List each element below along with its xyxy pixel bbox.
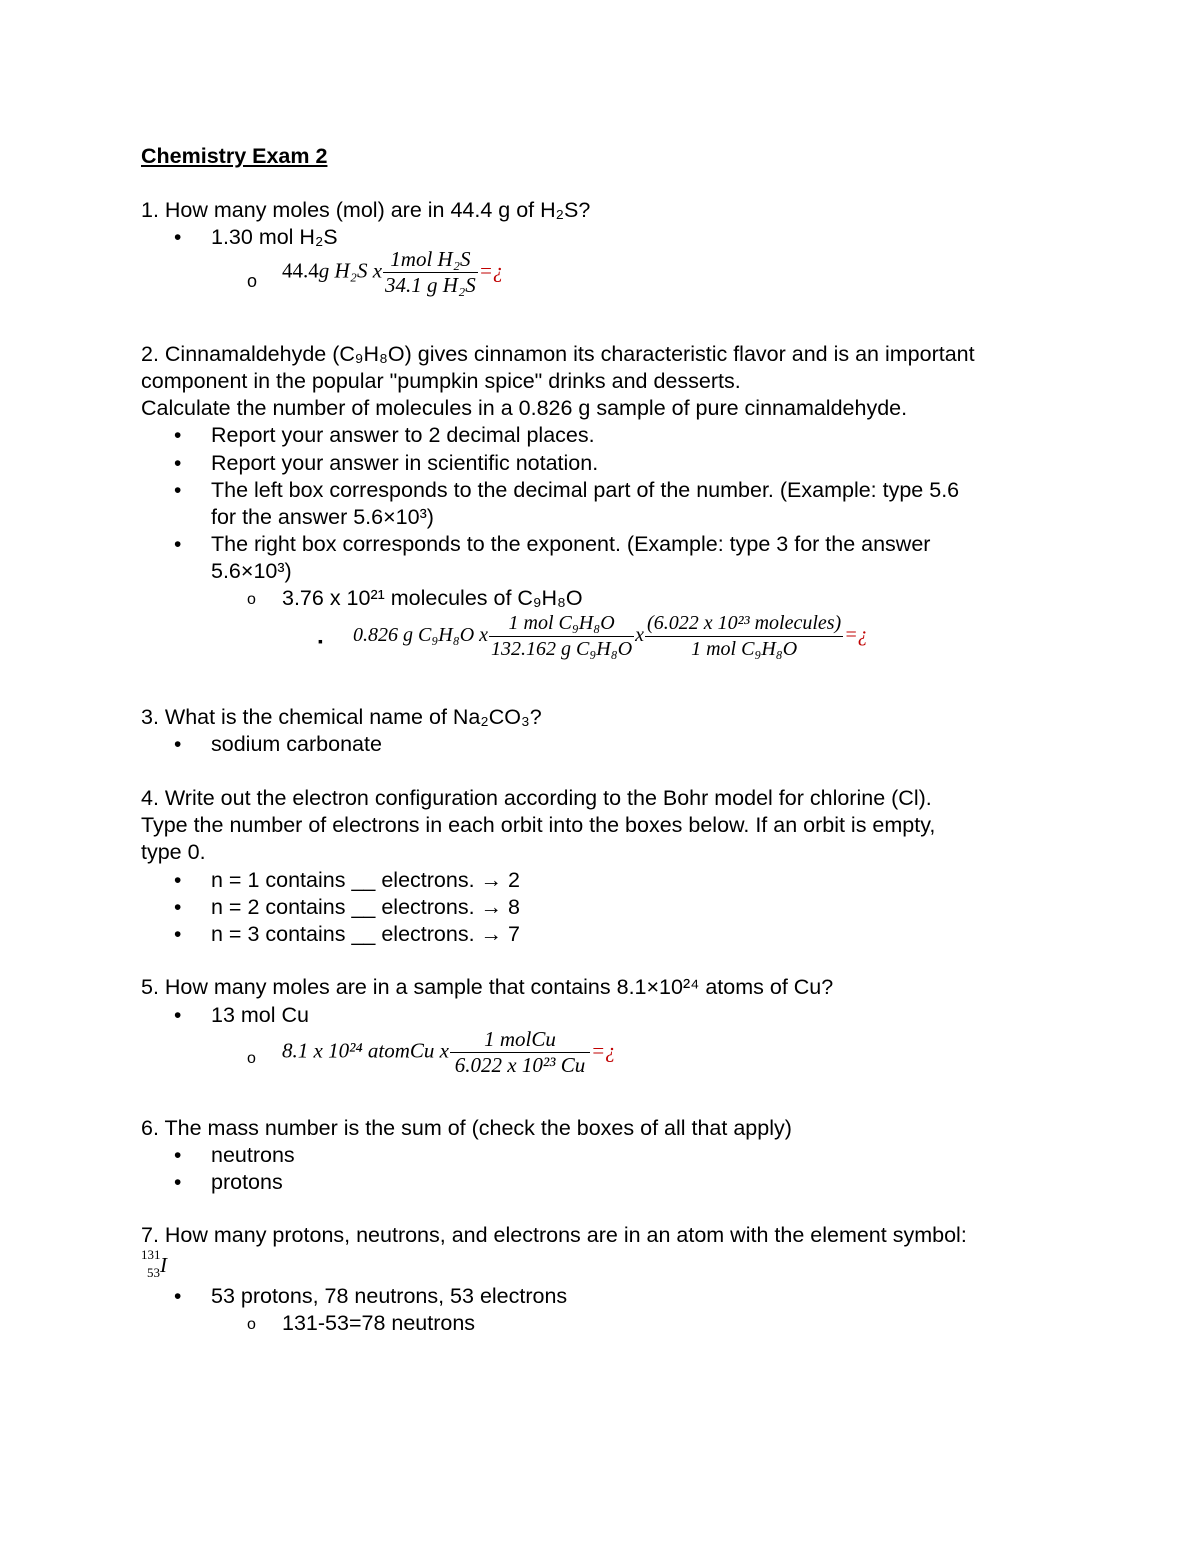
answer-7-work: 131-53=78 neutrons	[282, 1311, 476, 1335]
q2-bullet-4-cont: 5.6×10³)	[211, 559, 292, 583]
bullet-icon: •	[174, 533, 182, 556]
question-4-line-2: Type the number of electrons in each orbit into the boxes below. If an orbit is empty,	[141, 813, 936, 837]
answer-5: 13 mol Cu	[211, 1003, 309, 1027]
answer-1: 1.30 mol H₂S	[211, 225, 338, 249]
nuclide-mass-number: 131	[141, 1247, 161, 1262]
calc-5-lhs: 8.1 x 10²⁴ atomCu x	[282, 1038, 449, 1063]
orbit-value-1: 2	[508, 868, 520, 892]
bullet-icon: •	[174, 424, 182, 447]
nuclide-atomic-number: 53	[147, 1265, 160, 1280]
bullet-icon: •	[174, 1144, 182, 1167]
answer-2: 3.76 x 10²¹ molecules of C₉H₈O	[282, 586, 583, 610]
question-3: 3. What is the chemical name of Na₂CO₃?	[141, 705, 542, 729]
bullet-icon: •	[174, 1004, 182, 1027]
question-7: 7. How many protons, neutrons, and electrons are in an atom with the element symbol:	[141, 1223, 967, 1247]
question-4-line-3: type 0.	[141, 840, 206, 864]
orbit-text-2: n = 2 contains __ electrons.	[211, 895, 475, 919]
arrow-right-icon: →	[480, 922, 503, 946]
question-1: 1. How many moles (mol) are in 44.4 g of H₂S?	[141, 198, 591, 222]
calc-2-numerator-2: (6.022 x 10²³ molecules)	[645, 611, 843, 637]
calc-1-numerator: 1mol H₂S	[383, 247, 478, 273]
calc-5	[282, 1027, 616, 1078]
q6-option-1: neutrons	[211, 1143, 295, 1167]
bullet-icon: •	[174, 896, 182, 919]
calc-2-fraction-2	[645, 611, 843, 662]
bullet-icon: •	[174, 869, 182, 892]
calc-2-denominator-2: 1 mol C₉H₈O	[691, 638, 798, 660]
q2-bullet-2: Report your answer in scientific notation.	[211, 451, 599, 475]
question-2-line-3: Calculate the number of molecules in a 0.826 g sample of pure cinnamaldehyde.	[141, 396, 908, 420]
bullet-icon: •	[174, 226, 182, 249]
calc-2-fraction-1	[489, 611, 634, 662]
page-title: Chemistry Exam 2	[141, 144, 328, 168]
calc-1-equals: =¿	[478, 258, 504, 283]
q2-bullet-1: Report your answer to 2 decimal places.	[211, 423, 595, 447]
orbit-item-3	[211, 921, 520, 948]
orbit-value-3: 7	[508, 922, 520, 946]
calc-1-denominator: 34.1 g H₂S	[385, 273, 476, 297]
calc-2-denominator-1: 132.162 g C₉H₈O	[491, 638, 633, 660]
question-4-line-1: 4. Write out the electron configuration according to the Bohr model for chlorine (Cl).	[141, 786, 932, 810]
calc-2-numerator-1: 1 mol C₉H₈O	[489, 611, 634, 637]
arrow-right-icon: →	[480, 895, 503, 919]
bullet-icon: •	[174, 733, 182, 756]
orbit-text-3: n = 3 contains __ electrons.	[211, 922, 475, 946]
square-bullet-icon: ▪	[318, 633, 323, 649]
calc-1-lhs-unit: g H₂S x	[318, 258, 383, 283]
orbit-item-1	[211, 867, 520, 894]
nuclide-symbol: I	[160, 1253, 167, 1277]
circle-bullet-icon: o	[247, 271, 258, 291]
calc-2-lhs: 0.826 g C₉H₈O x	[353, 624, 489, 647]
question-5: 5. How many moles are in a sample that contains 8.1×10²⁴ atoms of Cu?	[141, 975, 834, 999]
q2-bullet-3: The left box corresponds to the decimal part of the number. (Example: type 5.6	[211, 478, 960, 502]
arrow-right-icon: →	[480, 868, 503, 892]
calc-5-equals: =¿	[591, 1038, 616, 1063]
question-6: 6. The mass number is the sum of (check the boxes of all that apply)	[141, 1116, 792, 1140]
question-2-line-2: component in the popular "pumpkin spice" drinks and desserts.	[141, 369, 741, 393]
answer-7: 53 protons, 78 neutrons, 53 electrons	[211, 1284, 568, 1308]
calc-5-numerator: 1 molCu	[450, 1027, 590, 1053]
bullet-icon: •	[174, 452, 182, 475]
circle-bullet-icon: o	[247, 591, 256, 608]
bullet-icon: •	[174, 1285, 182, 1308]
question-2-line-1: 2. Cinnamaldehyde (C₉H₈O) gives cinnamon its characteristic flavor and is an important	[141, 342, 975, 366]
calc-1-fraction	[383, 247, 478, 298]
answer-3: sodium carbonate	[211, 732, 382, 756]
bullet-icon: •	[174, 479, 182, 502]
q2-bullet-4: The right box corresponds to the exponent. (Example: type 3 for the answer	[211, 532, 931, 556]
calc-5-denominator: 6.022 x 10²³ Cu	[454, 1053, 586, 1077]
orbit-item-2	[211, 894, 520, 921]
calc-5-fraction	[450, 1027, 590, 1078]
calc-2	[353, 611, 868, 662]
orbit-value-2: 8	[508, 895, 520, 919]
calc-2-equals: =¿	[844, 624, 868, 647]
q6-option-2: protons	[211, 1170, 283, 1194]
calc-1	[282, 247, 503, 298]
orbit-text-1: n = 1 contains __ electrons.	[211, 868, 475, 892]
calc-1-lhs: 44.4	[282, 258, 319, 283]
bullet-icon: •	[174, 1171, 182, 1194]
circle-bullet-icon: o	[247, 1050, 256, 1067]
circle-bullet-icon: o	[247, 1316, 256, 1333]
bullet-icon: •	[174, 923, 182, 946]
q2-bullet-3-cont: for the answer 5.6×10³)	[211, 505, 434, 529]
calc-2-times: x	[635, 624, 645, 647]
